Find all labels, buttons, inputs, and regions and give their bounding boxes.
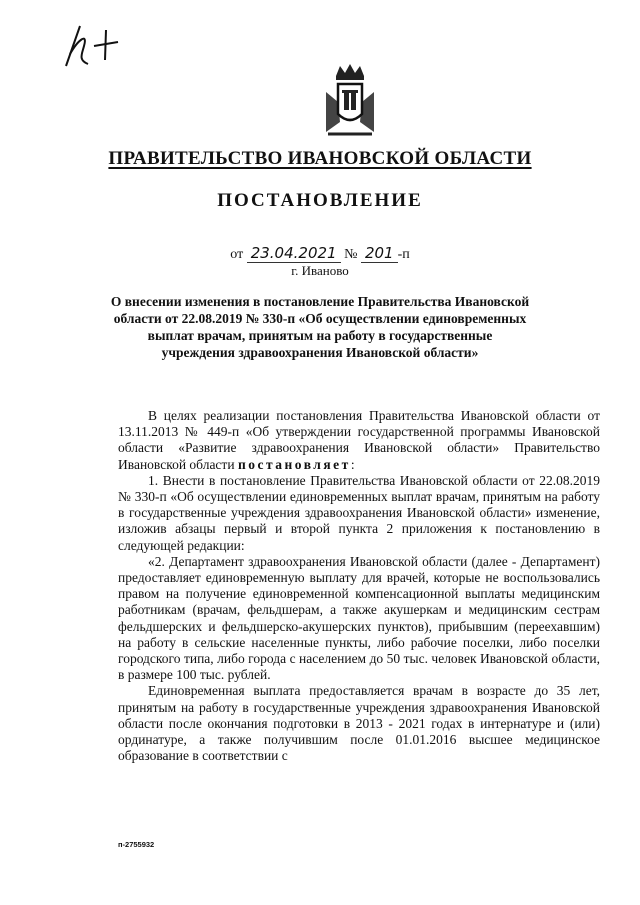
document-body	[118, 408, 600, 764]
number-label: №	[344, 247, 358, 262]
registration-line	[0, 244, 640, 263]
coat-of-arms-emblem	[318, 62, 382, 140]
paragraph-preamble: В целях реализации постановления Правительства Ивановской области от 13.11.2013 № 449-п «Об утверждении государственной программы Ивановской области «Развитие здравоохранения Ивановской области» Правительство Ивановской области постановляет:	[118, 408, 600, 472]
decree-action: постановляет	[237, 456, 351, 472]
document-type-heading: ПОСТАНОВЛЕНИЕ	[217, 190, 423, 211]
paragraph-item-2-continued: Единовременная выплата предоставляется врачам в возрасте до 35 лет, принятым на работу в государственные учреждения здравоохранения Ивановской области после окончания подготовки в 2013 - 2021 годах в интернатуре и (или) ординатуре, а также получившим после 01.01.2016 высшее медицинское образование в соответствии с	[118, 683, 600, 764]
government-title: ПРАВИТЕЛЬСТВО ИВАНОВСКОЙ ОБЛАСТИ	[108, 148, 532, 169]
handwritten-mark	[58, 18, 128, 70]
number-suffix: -п	[397, 247, 410, 262]
document-date: 23.04.2021	[247, 244, 341, 263]
document-code: п-2755932	[118, 840, 155, 849]
paragraph-item-1: 1. Внести в постановление Правительства Ивановской области от 22.08.2019 № 330-п «Об осуществлении единовременных выплат врачам, принятым на работу в государственные учреждения здравоохранения Ивановской области» изменение, изложив абзацы первый и второй пункта 2 приложения к постановлению в следующей редакции:	[118, 472, 600, 553]
document-subject: О внесении изменения в постановление Правительства Ивановской области от 22.08.2019 № 330-п «Об осуществлении единовременных выплат врачам, принятым на работу в государственные учреждения здравоохранения Ивановской области»	[110, 294, 530, 360]
document-number: 201	[361, 244, 398, 263]
paragraph-item-2: «2. Департамент здравоохранения Ивановской области (далее - Департамент) предоставляет единовременную выплату для врачей, которые не воспользовались правом на получение единовременной компенсационной выплаты медицинским работникам (врачам, фельдшерам, а также акушеркам и медицинским сестрам фельдшерских и фельдшерско-акушерских пунктов), прибывшим (переехавшим) на работу в сельские населенные пункты, либо рабочие поселки, либо поселки городского типа, либо города с населением до 50 тыс. человек Ивановской области, в размере 100 тыс. рублей.	[118, 553, 600, 683]
date-prefix: от	[230, 247, 244, 262]
city-line: г. Иваново	[291, 263, 349, 278]
